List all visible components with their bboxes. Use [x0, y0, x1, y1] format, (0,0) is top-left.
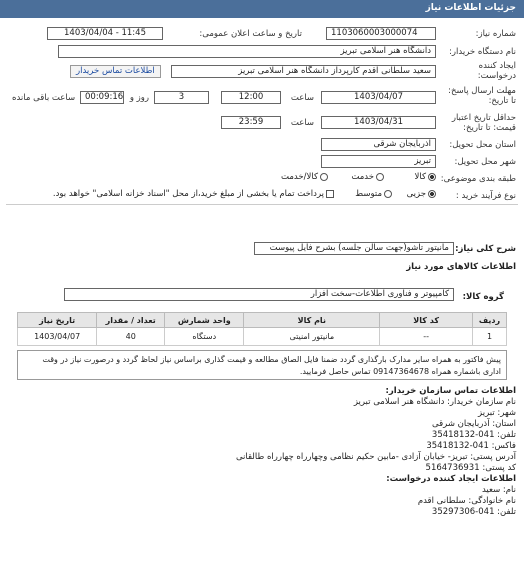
divider [6, 204, 518, 205]
need-date-cell: 1403/04/07 [18, 328, 97, 346]
goods-section-title: اطلاعات کالاهای مورد نیاز [406, 262, 516, 272]
column-header: کد کالا [380, 313, 473, 328]
announce-label: تاریخ و ساعت اعلان عمومی: [199, 29, 302, 39]
column-header: تاریخ نیاز [18, 313, 97, 328]
radio-icon[interactable] [320, 173, 328, 181]
creator-phone: تلفن: 041-35297306 [431, 507, 516, 517]
summary-label: شرح کلی نیاز: [455, 244, 516, 254]
validity-time-label: ساعت [290, 118, 314, 128]
quantity-cell: 40 [97, 328, 165, 346]
contact-title: اطلاعات تماس سازمان خریدار: [385, 386, 516, 396]
goods-code-cell: -- [380, 328, 473, 346]
creator-info-title: اطلاعات ایجاد کننده درخواست: [386, 474, 516, 484]
goods-table-header [18, 313, 507, 328]
row-index-cell: 1 [473, 328, 507, 346]
goods-group-label: گروه کالا: [462, 292, 504, 302]
process-label: نوع فرآیند خرید : [455, 191, 516, 201]
buyer-name-label: نام دستگاه خریدار: [449, 47, 516, 57]
page-header: جزئیات اطلاعات نیاز [0, 0, 524, 18]
contact-city: شهر: تبریز [478, 408, 516, 418]
creator-label-2: درخواست: [477, 71, 516, 81]
days-label: روز و [129, 93, 149, 103]
category-option-goods-service[interactable]: کالا/خدمت [281, 172, 328, 182]
column-header: واحد شمارش [165, 313, 244, 328]
goods-name-cell: مانیتور امنیتی [244, 328, 380, 346]
need-number-label: شماره نیاز: [475, 29, 516, 39]
category-option-service[interactable]: خدمت [351, 172, 384, 182]
treasury-payment-checkbox[interactable]: پرداخت تمام یا بخشی از مبلغ خرید،از محل "اسناد خزانه اسلامی" خواهد بود. [53, 189, 334, 199]
category-label: طبقه بندی موضوعی: [440, 174, 516, 184]
column-header: نام کالا [244, 313, 380, 328]
province-label: استان محل تحویل: [449, 140, 516, 150]
creator-first-name: نام: سعید [481, 485, 516, 495]
city-label: شهر محل تحویل: [454, 157, 516, 167]
contact-phone: تلفن: 041-35418132 [431, 430, 516, 440]
process-option-minor[interactable]: جزیی [407, 189, 436, 199]
need-number-field[interactable]: 1103060003000074 [326, 27, 436, 40]
contact-postal-code: کد پستی: 5164736931 [425, 463, 516, 473]
column-header: ردیف [473, 313, 507, 328]
reply-time-field[interactable]: 12:00 [221, 91, 281, 104]
radio-selected-icon[interactable] [428, 173, 436, 181]
announce-field[interactable]: 1403/04/04 - 11:45 [47, 27, 163, 40]
checkbox-icon[interactable] [326, 190, 334, 198]
remaining-time-field: 00:09:16 [80, 91, 124, 104]
goods-table [17, 312, 507, 346]
contact-fax: فاکس: 041-35418132 [426, 441, 516, 451]
category-option-goods[interactable]: کالا [415, 172, 436, 182]
summary-field[interactable]: مانیتور تاشو(جهت سالن جلسه) بشرح فایل پیوست [254, 242, 454, 255]
province-field[interactable]: آذربایجان شرقی [321, 138, 436, 151]
reply-time-label: ساعت [290, 93, 314, 103]
creator-last-name: نام خانوادگی: سلطانی اقدم [417, 496, 516, 506]
creator-field[interactable]: سعید سلطانی اقدم کارپرداز دانشگاه هنر اسلامی تبریز [171, 65, 436, 78]
goods-group-field[interactable]: کامپیوتر و فناوری اطلاعات-سخت افزار [64, 288, 454, 301]
reply-date-field[interactable]: 1403/04/07 [321, 91, 436, 104]
reply-deadline-label-2: تا تاریخ: [488, 96, 516, 106]
column-header: تعداد / مقدار [97, 313, 165, 328]
validity-time-field[interactable]: 23:59 [221, 116, 281, 129]
validity-label-2: قیمت: تا تاریخ: [463, 123, 516, 133]
validity-date-field[interactable]: 1403/04/31 [321, 116, 436, 129]
remaining-time-label: ساعت باقی مانده [12, 93, 76, 103]
city-field[interactable]: تبریز [321, 155, 436, 168]
validity-label: حداقل تاریخ اعتبار [451, 113, 516, 123]
table-row[interactable] [18, 328, 507, 346]
remaining-days-field: 3 [154, 91, 209, 104]
radio-selected-icon[interactable] [428, 190, 436, 198]
creator-label: ایجاد کننده [478, 61, 516, 71]
radio-icon[interactable] [384, 190, 392, 198]
unit-cell: دستگاه [165, 328, 244, 346]
contact-address: آدرس پستی: تبریز- خیابان آزادی -مابین حکیم نظامی وچهارراه چهارراه طالقانی [235, 452, 516, 462]
process-option-medium[interactable]: متوسط [355, 189, 392, 199]
buyer-note: پیش فاکتور به همراه سایر مدارک بارگذاری گردد ضمنا فایل الصاق مطالعه و قیمت گذاری براساس نیاز لحاظ گردد و درصورت نیاز در وقت اداری باشماره همراه 09147364678 تماس حاصل فرمایید. [17, 350, 507, 380]
contact-province: استان: آذربایجان شرقی [432, 419, 516, 429]
radio-icon[interactable] [376, 173, 384, 181]
contact-org-name: نام سازمان خریدار: دانشگاه هنر اسلامی تبریز [353, 397, 516, 407]
reply-deadline-label: مهلت ارسال پاسخ: [448, 86, 516, 96]
buyer-name-field[interactable]: دانشگاه هنر اسلامی تبریز [58, 45, 436, 58]
buyer-contact-link[interactable]: اطلاعات تماس خریدار [70, 65, 161, 78]
